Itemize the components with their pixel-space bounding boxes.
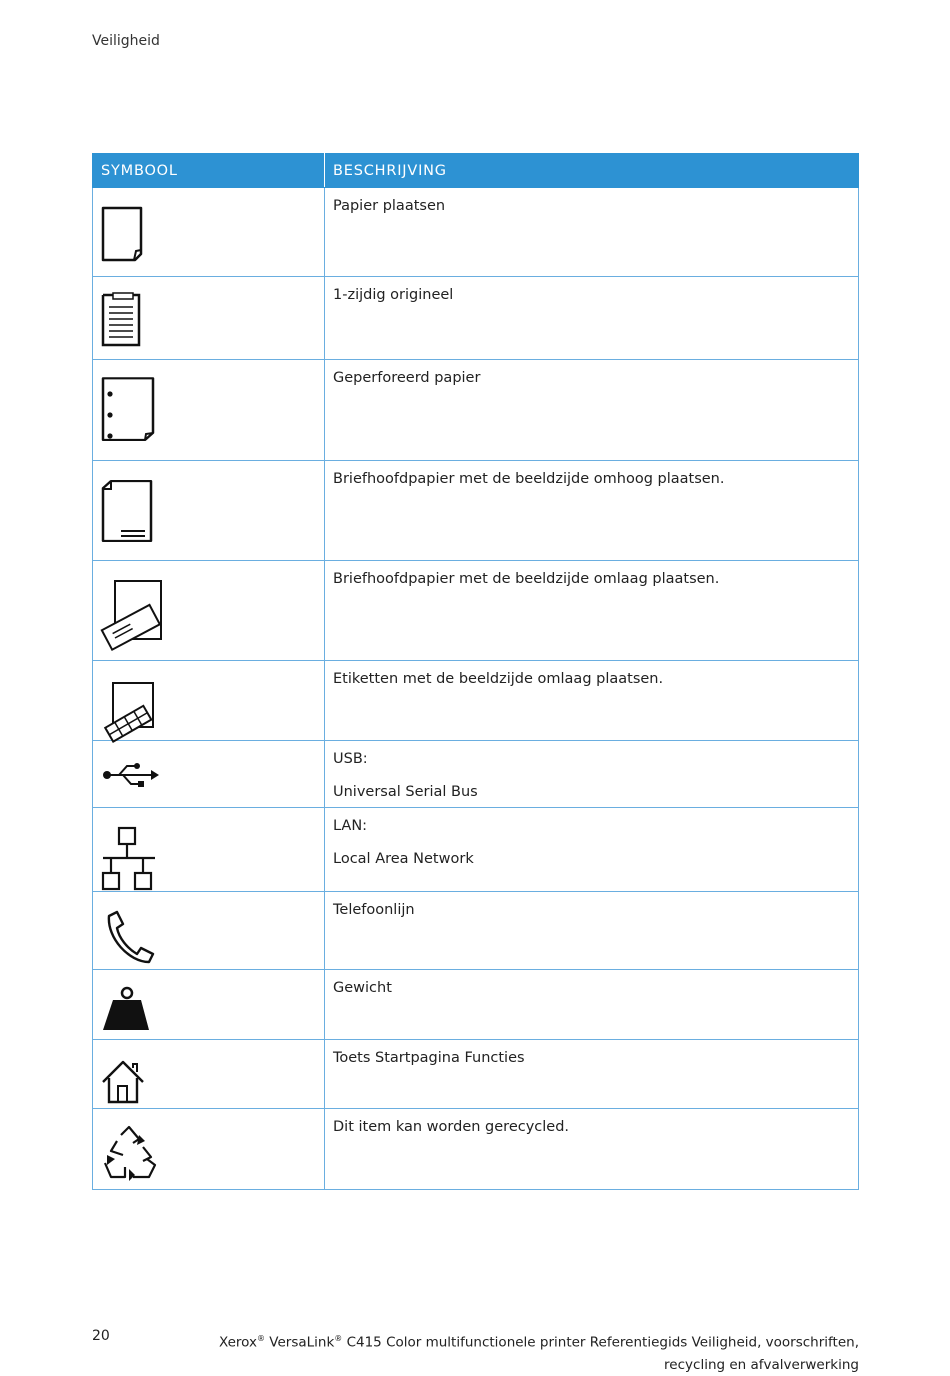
table-row (93, 188, 859, 277)
description-cell (325, 892, 859, 970)
weight-icon (99, 976, 163, 1040)
letterhead-face-down-icon (99, 567, 163, 647)
usb-icon (99, 747, 163, 803)
load-paper-icon (99, 194, 159, 266)
column-header-symbol: SYMBOOL (93, 154, 325, 188)
symbol-cell (93, 277, 325, 360)
product-name: VersaLink (269, 1334, 335, 1351)
description-cell (325, 360, 859, 461)
table-row (93, 561, 859, 661)
description-cell (325, 461, 859, 561)
symbol-cell (93, 188, 325, 277)
letterhead-face-up-icon (99, 467, 159, 547)
symbol-cell (93, 1109, 325, 1190)
table-row (93, 808, 859, 892)
description-text: Etiketten met de beeldzijde omlaag plaatsen. (333, 671, 664, 687)
table-row (93, 661, 859, 741)
symbol-cell (93, 561, 325, 661)
home-icon (99, 1046, 163, 1110)
labels-face-down-icon (99, 667, 163, 737)
description-cell (325, 1040, 859, 1109)
symbol-cell (93, 360, 325, 461)
table-row (93, 892, 859, 970)
description-text: Toets Startpagina Functies (333, 1050, 525, 1066)
table-row (93, 970, 859, 1040)
description-text: Papier plaatsen (333, 198, 446, 214)
brand-name: Xerox (218, 1334, 257, 1351)
symbol-cell (93, 461, 325, 561)
symbol-table (92, 153, 859, 1190)
symbol-cell (93, 808, 325, 892)
document-title-footer (179, 1328, 859, 1376)
recycle-icon (99, 1115, 163, 1187)
lan-icon (99, 814, 163, 892)
description-text: Local Area Network (333, 851, 474, 867)
description-cell (325, 1109, 859, 1190)
description-text: Geperforeerd papier (333, 370, 481, 386)
one-sided-original-icon (99, 283, 159, 355)
symbol-cell (93, 1040, 325, 1109)
symbol-cell (93, 741, 325, 808)
symbol-cell (93, 661, 325, 741)
table-row (93, 741, 859, 808)
table-row (93, 461, 859, 561)
table-row (93, 1109, 859, 1190)
symbol-cell (93, 970, 325, 1040)
table-row (93, 277, 859, 360)
column-header-description: BESCHRIJVING (325, 154, 859, 188)
registered-mark: ® (334, 1334, 343, 1343)
description-text: LAN: (333, 818, 368, 834)
description-cell (325, 808, 859, 892)
description-cell (325, 277, 859, 360)
description-cell (325, 661, 859, 741)
description-text: Briefhoofdpapier met de beeldzijde omhoog plaatsen. (333, 471, 725, 487)
description-cell (325, 561, 859, 661)
description-text: Dit item kan worden gerecycled. (333, 1119, 570, 1135)
description-cell (325, 188, 859, 277)
document-title-rest: C415 Color multifunctionele printer Referentiegids Veiligheid, voorschriften, recycling en afvalverwerking (346, 1334, 859, 1373)
description-cell (325, 970, 859, 1040)
description-text: USB: (333, 751, 368, 767)
punched-paper-icon (99, 366, 159, 446)
registered-mark: ® (256, 1334, 265, 1343)
table-row (93, 360, 859, 461)
description-text: Telefoonlijn (333, 902, 415, 918)
description-text: Universal Serial Bus (333, 784, 478, 800)
page-number: 20 (92, 1328, 110, 1344)
description-cell (325, 741, 859, 808)
description-text: 1-zijdig origineel (333, 287, 454, 303)
description-text: Gewicht (333, 980, 392, 996)
phone-line-icon (99, 898, 163, 970)
table-header-row (93, 154, 859, 188)
description-text: Briefhoofdpapier met de beeldzijde omlaag plaatsen. (333, 571, 720, 587)
table-row (93, 1040, 859, 1109)
running-header: Veiligheid (92, 33, 160, 49)
symbol-cell (93, 892, 325, 970)
